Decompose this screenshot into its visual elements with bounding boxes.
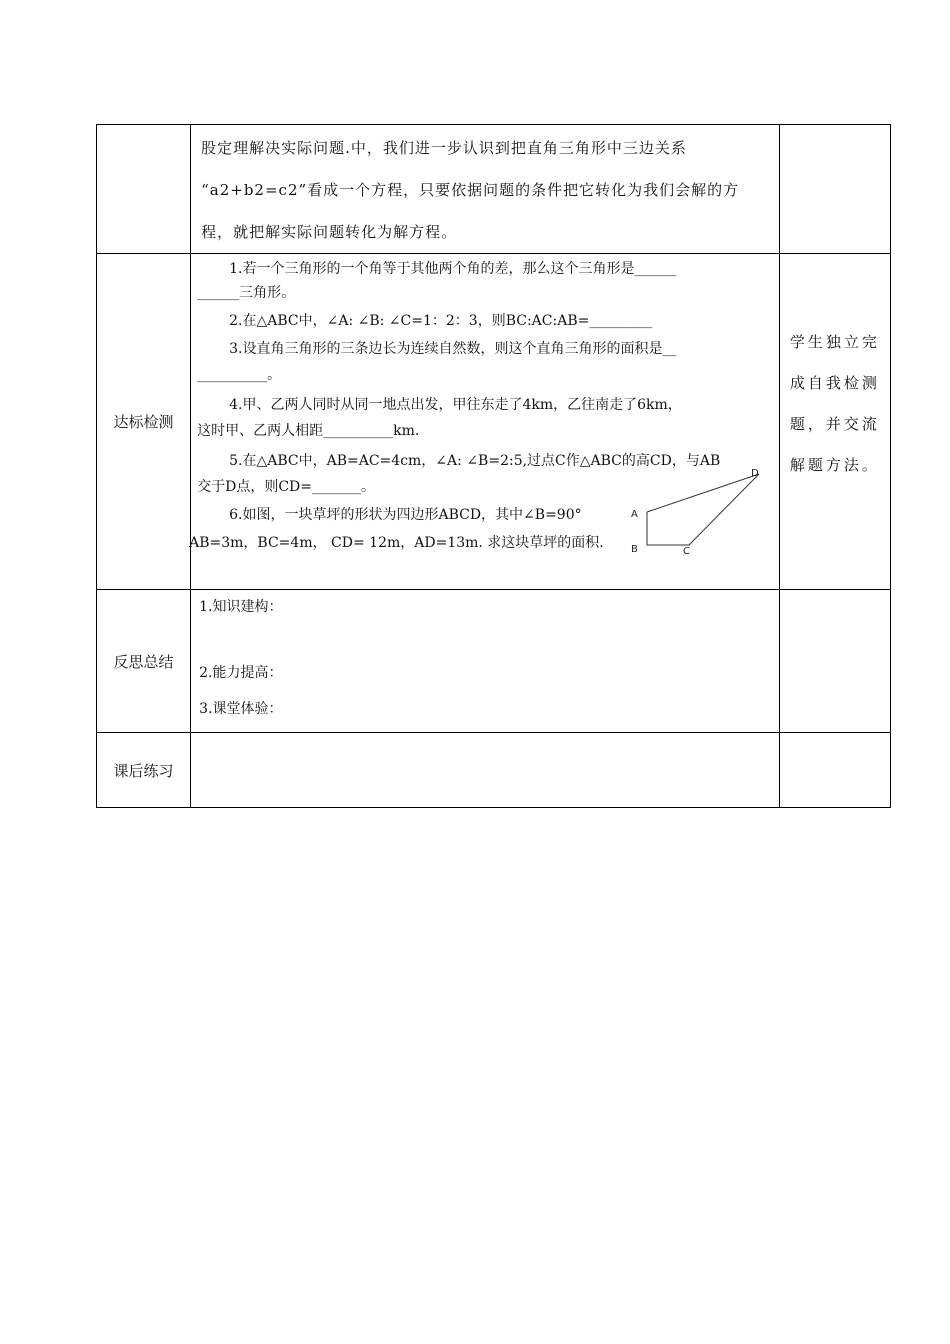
intro-line-1: 股定理解决实际问题.中，我们进一步认识到把直角三角形中三边关系 bbox=[201, 139, 687, 157]
question-4-line-2: 这时甲、乙两人相距__________km. bbox=[197, 423, 420, 439]
figure-label-b: B bbox=[631, 544, 638, 555]
question-4-line-1: 4.甲、乙两人同时从同一地点出发，甲往东走了4km，乙往南走了6km， bbox=[229, 397, 682, 413]
question-5-line-1: 5.在△ABC中，AB=AC=4cm，∠A: ∠B=2:5,过点C作△ABC的高CD，与AB bbox=[229, 453, 721, 469]
question-6-line-2: AB=3m，BC=4m， CD= 12m，AD=13m. 求这块草坪的面积. bbox=[189, 535, 604, 551]
intro-content-cell bbox=[191, 125, 780, 254]
homework-content-cell bbox=[191, 733, 780, 808]
question-5-line-2: 交于D点，则CD=_______。 bbox=[197, 479, 376, 495]
test-note: 学生独立完成自我检测题，并交流解题方法。 bbox=[789, 333, 880, 474]
quadrilateral-figure bbox=[629, 466, 769, 566]
test-row bbox=[97, 254, 891, 590]
homework-note-cell bbox=[779, 733, 890, 808]
test-content-cell bbox=[191, 254, 780, 590]
quadrilateral-outline bbox=[647, 474, 759, 545]
reflect-item-1: 1.知识建构： bbox=[199, 599, 283, 615]
figure-label-d: D bbox=[751, 468, 759, 479]
figure-label-a: A bbox=[631, 509, 638, 520]
test-label: 达标检测 bbox=[97, 254, 191, 590]
question-6-line-1: 6.如图，一块草坪的形状为四边形ABCD，其中∠B=90° bbox=[229, 507, 582, 523]
lesson-table bbox=[96, 124, 891, 808]
reflect-content-cell bbox=[191, 590, 780, 733]
question-2: 2.在△ABC中，∠A: ∠B: ∠C=1：2：3，则BC:AC:AB=_________ bbox=[229, 313, 653, 329]
reflect-row bbox=[97, 590, 891, 733]
homework-row bbox=[97, 733, 891, 808]
reflect-item-3: 3.课堂体验： bbox=[199, 701, 283, 717]
intro-line-2: “a2+b2=c2”看成一个方程，只要依据问题的条件把它转化为我们会解的方 bbox=[201, 181, 740, 199]
reflect-note-cell bbox=[779, 590, 890, 733]
reflect-item-2: 2.能力提高： bbox=[199, 665, 283, 681]
test-note-cell bbox=[779, 254, 890, 590]
question-3-line-2: __________。 bbox=[197, 367, 282, 383]
intro-note-cell bbox=[779, 125, 890, 254]
intro-label-cell bbox=[97, 125, 191, 254]
homework-label: 课后练习 bbox=[97, 733, 191, 808]
question-3-line-1: 3.设直角三角形的三条边长为连续自然数，则这个直角三角形的面积是__ bbox=[229, 341, 677, 357]
figure-label-c: C bbox=[683, 546, 691, 557]
question-1-line-1: 1.若一个三角形的一个角等于其他两个角的差，那么这个三角形是______ bbox=[229, 261, 677, 277]
reflect-label: 反思总结 bbox=[97, 590, 191, 733]
intro-row bbox=[97, 125, 891, 254]
intro-line-3: 程，就把解实际问题转化为解方程。 bbox=[201, 223, 458, 241]
question-1-line-2: ______三角形。 bbox=[197, 285, 296, 301]
